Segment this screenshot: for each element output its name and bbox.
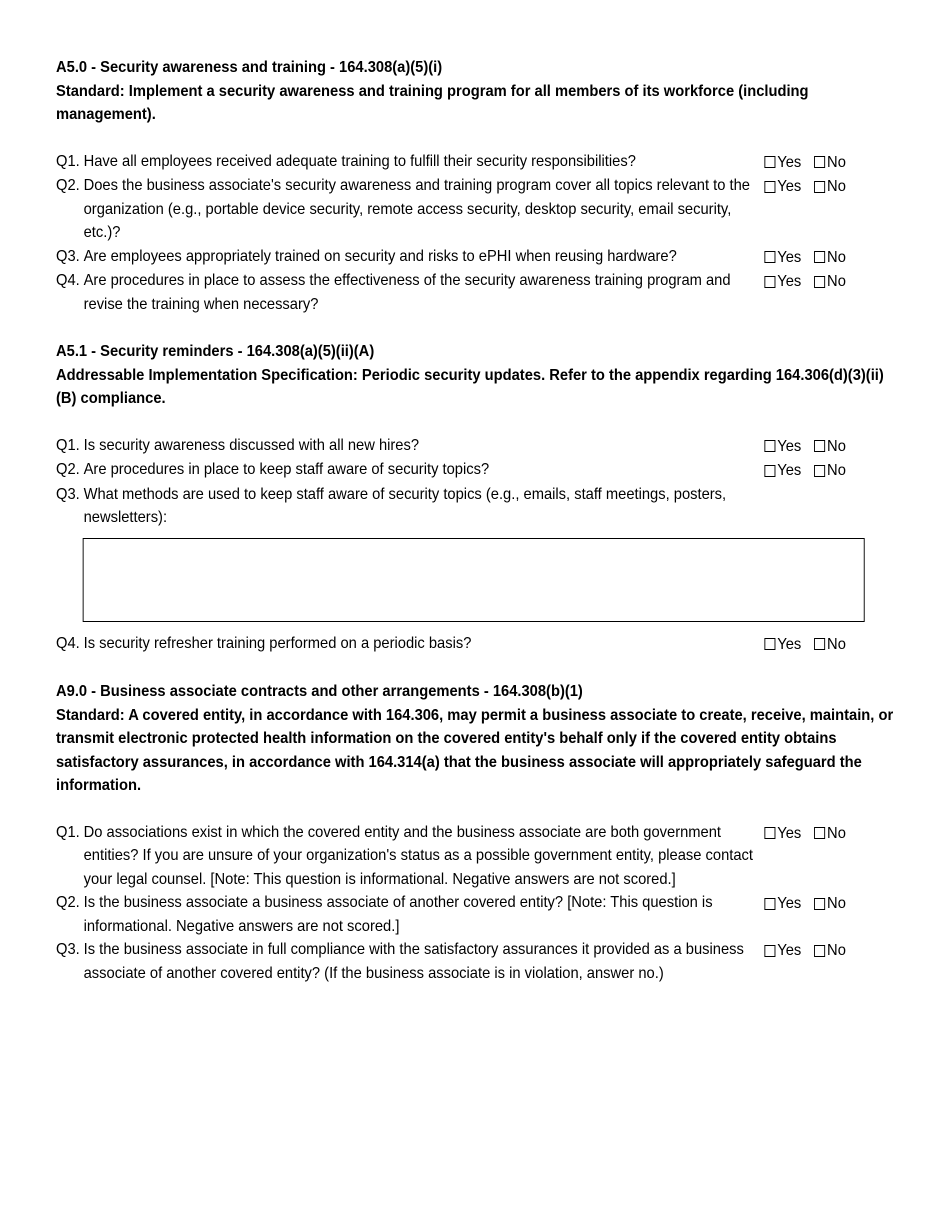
yes-label: Yes [777,635,802,653]
yes-checkbox[interactable] [764,633,801,657]
no-label: No [827,248,846,266]
yes-checkbox[interactable] [764,435,801,459]
no-label: No [827,895,846,912]
section-title: A5.1 - Security reminders - 164.308(a)(5)(ii)(A) [56,343,375,360]
yes-no-options [764,434,858,459]
no-label: No [827,273,846,290]
yes-checkbox[interactable] [764,270,801,294]
section-heading [56,56,896,127]
question-text: Is the business associate in full compliance with the satisfactory assurances it provided as a business associate of another covered entity? (If the business associate is in violation, answer no.) [83,941,744,982]
question-number: Q4. [56,634,80,652]
question-text: Are procedures in place to keep staff aware of security topics? [83,461,490,478]
checkbox-icon [764,945,775,957]
methods-answer-textarea[interactable] [83,538,865,622]
yes-no-options [764,632,858,657]
section-heading [56,340,896,411]
checkbox-icon [764,465,775,477]
no-checkbox[interactable] [814,175,846,199]
question-row [56,174,896,245]
yes-no-options [764,174,858,199]
no-checkbox[interactable] [814,939,846,963]
checkbox-icon [814,638,825,650]
no-checkbox[interactable] [814,633,846,657]
yes-label: Yes [777,248,802,266]
checkbox-icon [814,945,825,957]
question-number: Q3. [56,941,80,958]
yes-no-options [764,938,858,963]
checkbox-icon [764,156,775,168]
no-checkbox[interactable] [814,270,846,294]
checkbox-icon [814,251,825,263]
question-number: Q4. [56,272,80,289]
yes-label: Yes [777,462,802,479]
question-row [56,434,896,459]
questionnaire-page [56,56,896,1009]
yes-no-options [764,821,858,846]
no-checkbox[interactable] [814,151,846,175]
question-row [56,938,896,985]
question-row [56,269,896,316]
no-label: No [827,178,846,195]
section-a5-0 [56,56,896,316]
checkbox-icon [814,156,825,168]
question-text: Do associations exist in which the covered entity and the business associate are both government entities? If you are unsure of your organization's status as a possible government entity, please contact your legal counsel. [Note: This question is informational. Negative answers are not scored.] [83,823,754,888]
question-text: Are procedures in place to assess the effectiveness of the security awareness training program and revise the training when necessary? [83,272,731,313]
checkbox-icon [764,827,775,839]
checkbox-icon [764,440,775,452]
section-a5-1 [56,340,896,656]
checkbox-icon [814,276,825,288]
no-checkbox[interactable] [814,892,846,916]
checkbox-icon [814,827,825,839]
yes-no-options [764,891,858,916]
checkbox-icon [764,898,775,910]
question-row [56,821,896,892]
section-heading [56,680,896,798]
question-number: Q1. [56,436,80,454]
yes-checkbox[interactable] [764,246,801,270]
yes-label: Yes [777,153,802,171]
question-row [56,483,896,530]
question-row [56,458,896,483]
question-text: Is the business associate a business associate of another covered entity? [Note: This question is informational. Negative answers are not scored.] [83,894,713,935]
section-standard: Standard: A covered entity, in accordance with 164.306, may permit a business associate to create, receive, maintain, or transmit electronic protected health information on the covered entity's behalf only if the covered entity obtains satisfactory assurances, in accordance with 164.314(a) that the business associate will appropriately safeguard the information. [56,706,894,794]
yes-label: Yes [777,895,802,912]
section-standard: Addressable Implementation Specification: Periodic security updates. Refer to the appendix regarding 164.306(d)(3)(ii)(B) compliance. [56,366,884,407]
checkbox-icon [764,251,775,263]
checkbox-icon [814,181,825,193]
yes-checkbox[interactable] [764,459,801,483]
question-text: Have all employees received adequate training to fulfill their security responsibilities? [83,152,636,170]
yes-no-options [764,458,858,483]
yes-label: Yes [777,824,802,842]
no-label: No [827,462,846,479]
checkbox-icon [764,181,775,193]
yes-label: Yes [777,437,802,455]
question-row [56,245,896,270]
no-label: No [827,824,846,842]
question-number: Q1. [56,823,80,841]
section-title: A5.0 - Security awareness and training - 164.308(a)(5)(i) [56,59,443,76]
question-number: Q3. [56,485,80,503]
question-row [56,632,896,657]
yes-no-options [764,150,858,175]
no-label: No [827,635,846,653]
question-number: Q2. [56,894,80,911]
question-number: Q2. [56,177,80,194]
no-checkbox[interactable] [814,435,846,459]
yes-label: Yes [777,942,802,959]
section-standard: Standard: Implement a security awareness and training program for all members of its workforce (including management). [56,82,809,123]
yes-label: Yes [777,273,802,290]
no-checkbox[interactable] [814,459,846,483]
checkbox-icon [814,465,825,477]
section-title: A9.0 - Business associate contracts and other arrangements - 164.308(b)(1) [56,683,583,700]
yes-checkbox[interactable] [764,822,801,846]
section-a9-0 [56,680,896,985]
yes-no-options [764,245,858,270]
checkbox-icon [764,638,775,650]
question-text: Does the business associate's security awareness and training program cover all topics relevant to the organization (e.g., portable device security, remote access security, desktop security, email security, etc.)? [83,177,750,241]
question-text: Is security refresher training performed on a periodic basis? [83,634,472,652]
yes-checkbox[interactable] [764,151,801,175]
yes-no-options [764,269,858,294]
checkbox-icon [764,276,775,288]
question-number: Q3. [56,247,80,265]
no-label: No [827,437,846,455]
checkbox-icon [814,440,825,452]
question-text: What methods are used to keep staff aware of security topics (e.g., emails, staff meetings, posters, newsletters): [83,485,727,526]
no-label: No [827,942,846,959]
question-row [56,891,896,938]
no-checkbox[interactable] [814,246,846,270]
question-text: Are employees appropriately trained on security and risks to ePHI when reusing hardware? [83,247,677,265]
question-number: Q2. [56,461,80,478]
yes-checkbox[interactable] [764,939,801,963]
checkbox-icon [814,898,825,910]
yes-checkbox[interactable] [764,175,801,199]
no-label: No [827,153,846,171]
question-text: Is security awareness discussed with all new hires? [83,436,420,454]
yes-checkbox[interactable] [764,892,801,916]
no-checkbox[interactable] [814,822,846,846]
question-row [56,150,896,175]
yes-label: Yes [777,178,802,195]
question-number: Q1. [56,152,80,170]
